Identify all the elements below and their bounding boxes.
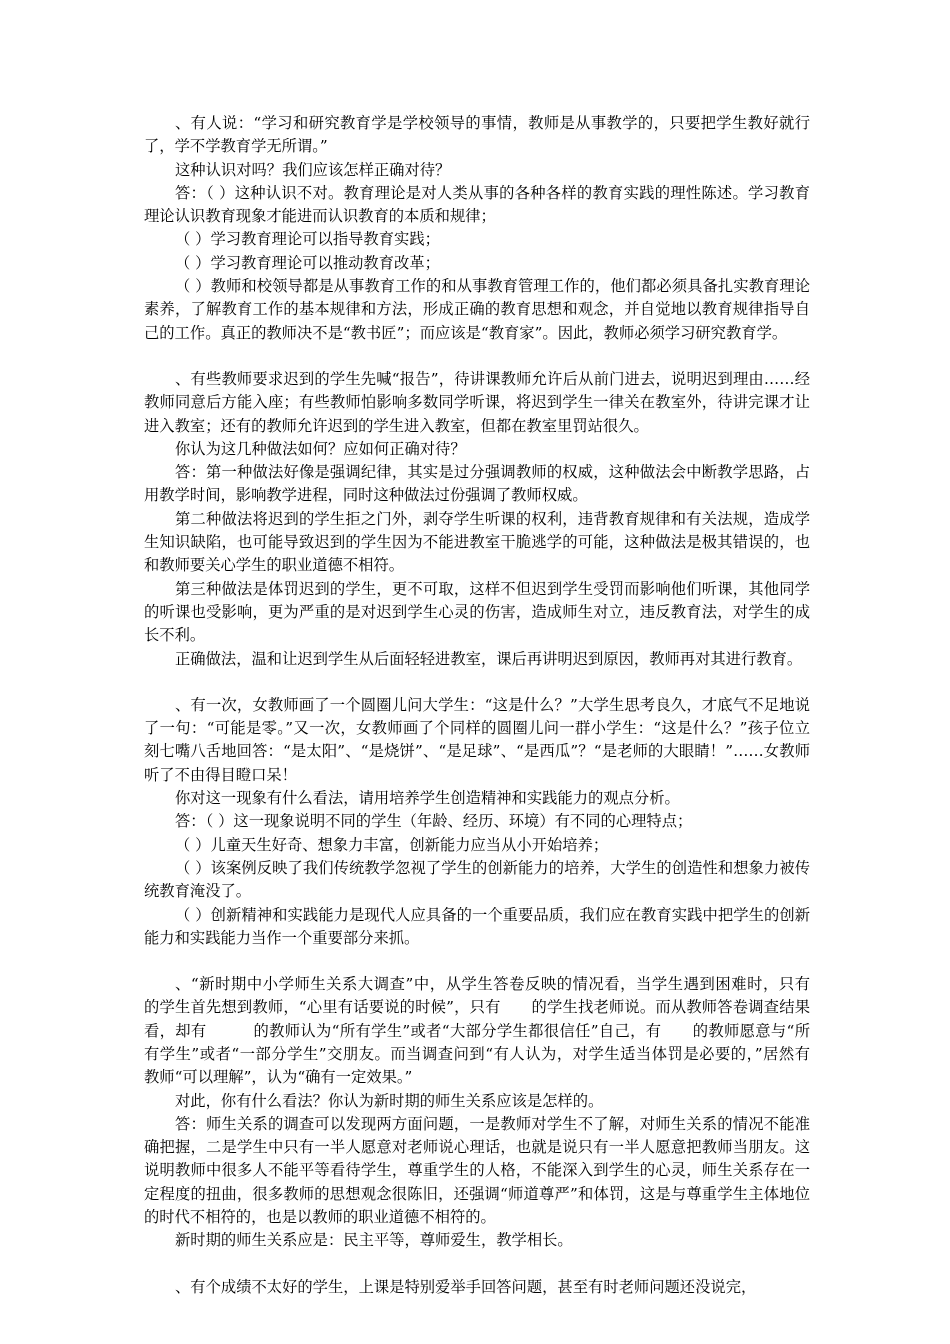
- answer-1-point-1: 答：（ ）这种认识不对。教育理论是对人类从事的各种各样的教育实践的理性陈述。学习教育理论认识教育现象才能进而认识教育的本质和规律；: [144, 183, 810, 226]
- section-spacer: [144, 671, 810, 694]
- question-2-prompt: 你认为这几种做法如何？应如何正确对待？: [175, 439, 466, 458]
- question-5-text: 、有个成绩不太好的学生，上课是特别爱举手回答问题，甚至有时老师问题还没说完，: [175, 1277, 757, 1296]
- answer-2-point-2: 第二种做法将迟到的学生拒之门外，剥夺学生听课的权利，违背教育规律和有关法规，造成学生知识缺陷，也可能导致迟到的学生因为不能进教室干脆逃学的可能，这种做法是极其错误的，也和教师要关心学生的职业道德不相符。: [144, 509, 810, 575]
- question-3-prompt: 你对这一现象有什么看法，请用培养学生创造精神和实践能力的观点分析。: [175, 789, 680, 808]
- answer-1-point-4: （ ）教师和校领导都是从事教育工作的和从事教育管理工作的，他们都必须具备扎实教育理论素养，了解教育工作的基本规律和方法，形成正确的教育思想和观念，并自觉地以教育规律指导自己的工作。真正的教师决不是“教书匠”；而应该是“教育家”。因此，教师必须学习研究教育学。: [144, 277, 810, 342]
- answer-3-point-3: （ ）该案例反映了我们传统教学忽视了学生的创新能力的培养，大学生的创造性和想象力被传统教育淹没了。: [144, 858, 810, 901]
- answer-3-point-1: 答：（ ）这一现象说明不同的学生（年龄、经历、环境）有不同的心理特点；: [175, 812, 693, 831]
- section-spacer: [144, 1253, 810, 1276]
- question-2-text: 、有些教师要求迟到的学生先喊“报告”，待讲课教师允许后从前门进去，说明迟到理由……经教师同意后方能入座；有些教师怕影响多数同学听课，将迟到学生一律关在教室外，待讲完课才让进入教室；还有的教师允许迟到的学生进入教室，但都在教室里罚站很久。: [144, 369, 810, 435]
- answer-3-point-4: （ ）创新精神和实践能力是现代人应具备的一个重要品质，我们应在教育实践中把学生的创新能力和实践能力当作一个重要部分来抓。: [144, 905, 810, 947]
- answer-2-point-1: 答：第一种做法好像是强调纪律，其实是过分强调教师的权威，这种做法会中断教学思路，占用教学时间，影响教学进程，同时这种做法过份强调了教师权威。: [144, 463, 810, 505]
- answer-1-point-2: （ ）学习教育理论可以指导教育实践；: [175, 230, 440, 249]
- question-4-text: 、“新时期中小学师生关系大调查”中，从学生答卷反映的情况看，当学生遇到困难时，只有 的学生首先想到教师，“心里有话要说的时候”，只有 的学生找老师说。而从教师答卷调查结果看，却有 的教师认为“所有学生”或者“大部分学生都很信任”自己，有 的教师愿意与“所有学生”或者“一部分学生”交朋友。而当调查问到“有人认为，对学生适当体罚是必要的，”居然有 教师“可以理解”，认为“确有一定效果。”: [144, 975, 856, 1087]
- question-1-prompt: 这种认识对吗？我们应该怎样正确对待？: [175, 160, 451, 179]
- question-3-text: 、有一次，女教师画了一个圆圈儿问大学生：“这是什么？”大学生思考良久，才底气不足地说了一句：“可能是零。”又一次，女教师画了个同样的圆圈儿问一群小学生：“这是什么？”孩子位立刻七嘴八舌地回答：“是太阳”、“是烧饼”、“是足球”、“是西瓜”？“是老师的大眼睛！”……女教师听了不由得目瞪口呆！: [144, 695, 810, 784]
- question-1-text: 、有人说：“学习和研究教育学是学校领导的事情，教师是从事教学的，只要把学生教好就行了，学不学教育学无所谓。”: [144, 114, 810, 156]
- answer-4-point-2: 新时期的师生关系应是：民主平等，尊师爱生，教学相长。: [175, 1231, 573, 1250]
- answer-3-point-2: （ ）儿童天生好奇、想象力丰富，创新能力应当从小开始培养；: [175, 835, 609, 854]
- section-spacer: [144, 950, 810, 973]
- answer-2-point-3: 第三种做法是体罚迟到的学生，更不可取，这样不但迟到学生受罚而影响他们听课，其他同学的听课也受影响，更为严重的是对迟到学生心灵的伤害，造成师生对立，违反教育法，对学生的成长不利。: [144, 579, 810, 645]
- document-page: [144, 112, 856, 1299]
- answer-4-point-1: 答：师生关系的调查可以发现两方面问题，一是教师对学生不了解，对师生关系的情况不能准确把握，二是学生中只有一半人愿意对老师说心理话，也就是说只有一半人愿意把教师当朋友。这说明教师中很多人不能平等看待学生，尊重学生的人格，不能深入到学生的心灵，师生关系存在一定程度的扭曲，很多教师的思想观念很陈旧，还强调“师道尊严”和体罚，这是与尊重学生主体地位的时代不相符的，也是以教师的职业道德不相符的。: [144, 1114, 810, 1227]
- question-4-prompt: 对此，你有什么看法？你认为新时期的师生关系应该是怎样的。: [175, 1091, 604, 1110]
- answer-2-point-4: 正确做法，温和让迟到学生从后面轻轻进教室，课后再讲明迟到原因，教师再对其进行教育。: [175, 649, 803, 668]
- answer-1-point-3: （ ）学习教育理论可以推动教育改革；: [175, 253, 440, 272]
- section-spacer: [144, 345, 810, 368]
